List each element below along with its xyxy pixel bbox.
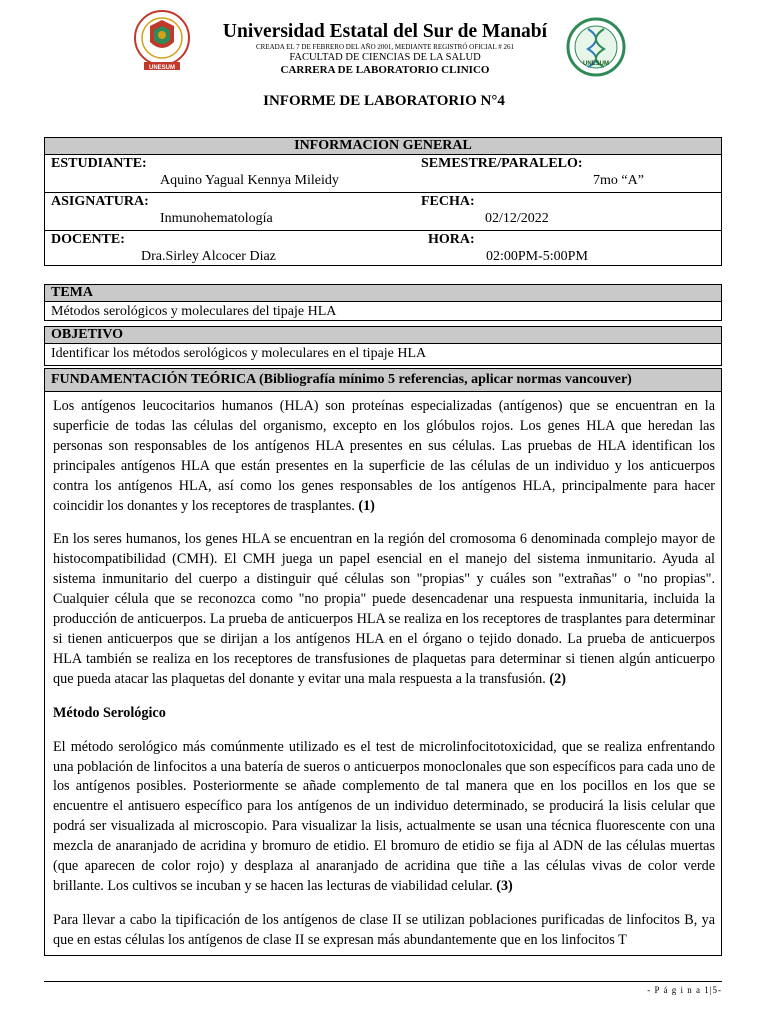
semester-value: 7mo “A” bbox=[593, 173, 644, 188]
subject-label: ASIGNATURA: bbox=[51, 194, 149, 209]
fundamentacion-section bbox=[44, 368, 722, 392]
paragraph-hla-text: Los antígenos leucocitarios humanos (HLA) son proteínas especializadas (antígenos) que se encuentran en la superficie de todas las células del organismo, excepto en los glóbulos rojos. Los genes HLA que heredan las personas son responsables de los antígenos HLA presentes en sus células. Las pruebas de HLA identifican los principales antígenos HLA que están presentes en la superficie de las células de un individuo y los anticuerpos contra los antígenos HLA, así como los genes responsables de los antígenos HLA, principalmente para hacer coincidir los donantes y los receptores de trasplantes. bbox=[53, 398, 715, 514]
career-name: CARRERA DE LABORATORIO CLINICO bbox=[280, 64, 490, 76]
paragraph-cmh bbox=[53, 530, 715, 689]
student-label: ESTUDIANTE: bbox=[51, 156, 147, 171]
unesum-seal-right-icon bbox=[566, 14, 626, 80]
paragraph-cmh-text: En los seres humanos, los genes HLA se encuentran en la región del cromosoma 6 denominada complejo mayor de histocompatibilidad (CMH). El CMH juega un papel esencial en el manejo del sistema inmunitario. Ayuda al sistema inmunitario del cuerpo a distinguir qué células son "propias" y cuáles son "extrañas" o "no propias". Cualquier célula que se reconozca como "no propia" puede desencadenar una respuesta inmunitaria, incluida la producción de anticuerpos. La prueba de anticuerpos HLA se realiza en los receptores de trasplantes para determinar si tienen anticuerpos que se dirijan a los antígenos HLA en el órgano o tejido donado. La prueba de anticuerpos HLA también se realiza en los receptores de transfusiones de plaquetas para determinar si tienen algún anticuerpo que pueda atacar las plaquetas del donante y evitar una mala respuesta a la transfusión. bbox=[53, 531, 715, 687]
reference-3: (3) bbox=[496, 877, 513, 894]
subject-value: Inmunohematología bbox=[160, 211, 273, 226]
reference-2: (2) bbox=[549, 670, 566, 687]
paragraph-class-ii: Para llevar a cabo la tipificación de los antígenos de clase II se utilizan poblaciones purificadas de linfocitos B, ya que en estas células los antígenos de clase II se expresan más abundantemente que en los linfocitos T bbox=[53, 911, 715, 948]
semester-label: SEMESTRE/PARALELO: bbox=[421, 156, 583, 171]
paragraph-serologic-text: El método serológico más comúnmente utilizado es el test de microlinfocitotoxicidad, que se realiza enfrentando una población de linfocitos a una batería de sueros o anticuerpos monoclonales que son específicos para cada uno de los antígenos posibles. Posteriormente se añade complemento de tal manera que en los pocillos en los que se encuentre el antisuero específico para los antígenos de un individuo determinado, se producirá la lisis celular que podrá ser visualizada al microscopio. Para visualizar la lisis, actualmente se usan una técnica fluorescente con una mezcla de anaranjado de acridina y bromuro de etidio. El bromuro de etidio se fija al ADN de las células muertas (que aparecen de color rojo) y desplaza al anaranjado de acridina que tiñe a las células vivas de color verde brillante. Los cultivos se incuban y se hacen las lecturas de viabilidad celular. bbox=[53, 738, 715, 894]
creation-note: CREADA EL 7 DE FEBRERO DEL AÑO 2001, MEDIANTE REGISTRÓ OFICIAL # 261 bbox=[255, 43, 515, 51]
teacher-label: DOCENTE: bbox=[51, 232, 125, 247]
general-info-heading: INFORMACION GENERAL bbox=[45, 138, 721, 155]
report-title: INFORME DE LABORATORIO N°4 bbox=[263, 93, 505, 109]
time-label: HORA: bbox=[428, 232, 475, 247]
tema-heading: TEMA bbox=[45, 285, 721, 302]
university-seal-left-icon bbox=[132, 8, 192, 74]
general-info-table bbox=[44, 137, 722, 266]
info-row-subject bbox=[45, 193, 721, 231]
objetivo-value: Identificar los métodos serológicos y moleculares en el tipaje HLA bbox=[51, 346, 427, 361]
objetivo-section bbox=[44, 326, 722, 366]
serologic-method-heading: Método Serológico bbox=[53, 704, 166, 721]
university-name: Universidad Estatal del Sur de Manabí bbox=[222, 21, 548, 42]
paragraph-hla bbox=[53, 397, 715, 516]
objetivo-heading: OBJETIVO bbox=[45, 327, 721, 344]
faculty-name: FACULTAD DE CIENCIAS DE LA SALUD bbox=[289, 52, 481, 63]
reference-1: (1) bbox=[358, 497, 375, 514]
footer-divider bbox=[44, 981, 722, 982]
student-value: Aquino Yagual Kennya Mileidy bbox=[160, 173, 339, 188]
right-seal-text: UNESUM bbox=[582, 61, 610, 67]
tema-section bbox=[44, 284, 722, 321]
theory-body bbox=[44, 391, 722, 956]
info-row-teacher bbox=[45, 231, 721, 268]
teacher-value: Dra.Sirley Alcocer Diaz bbox=[141, 249, 276, 264]
info-row-student bbox=[45, 155, 721, 193]
date-label: FECHA: bbox=[421, 194, 475, 209]
paragraph-serologic bbox=[53, 738, 715, 897]
left-seal-text: UNESUM bbox=[148, 65, 176, 71]
tema-value: Métodos serológicos y moleculares del tipaje HLA bbox=[51, 304, 337, 319]
date-value: 02/12/2022 bbox=[485, 211, 549, 226]
page-number: - P á g i n a 1|5- bbox=[647, 985, 722, 995]
fundamentacion-heading: FUNDAMENTACIÓN TEÓRICA (Bibliografía mínimo 5 referencias, aplicar normas vancouver) bbox=[45, 369, 721, 391]
time-value: 02:00PM-5:00PM bbox=[486, 249, 588, 264]
letterhead bbox=[0, 0, 768, 90]
